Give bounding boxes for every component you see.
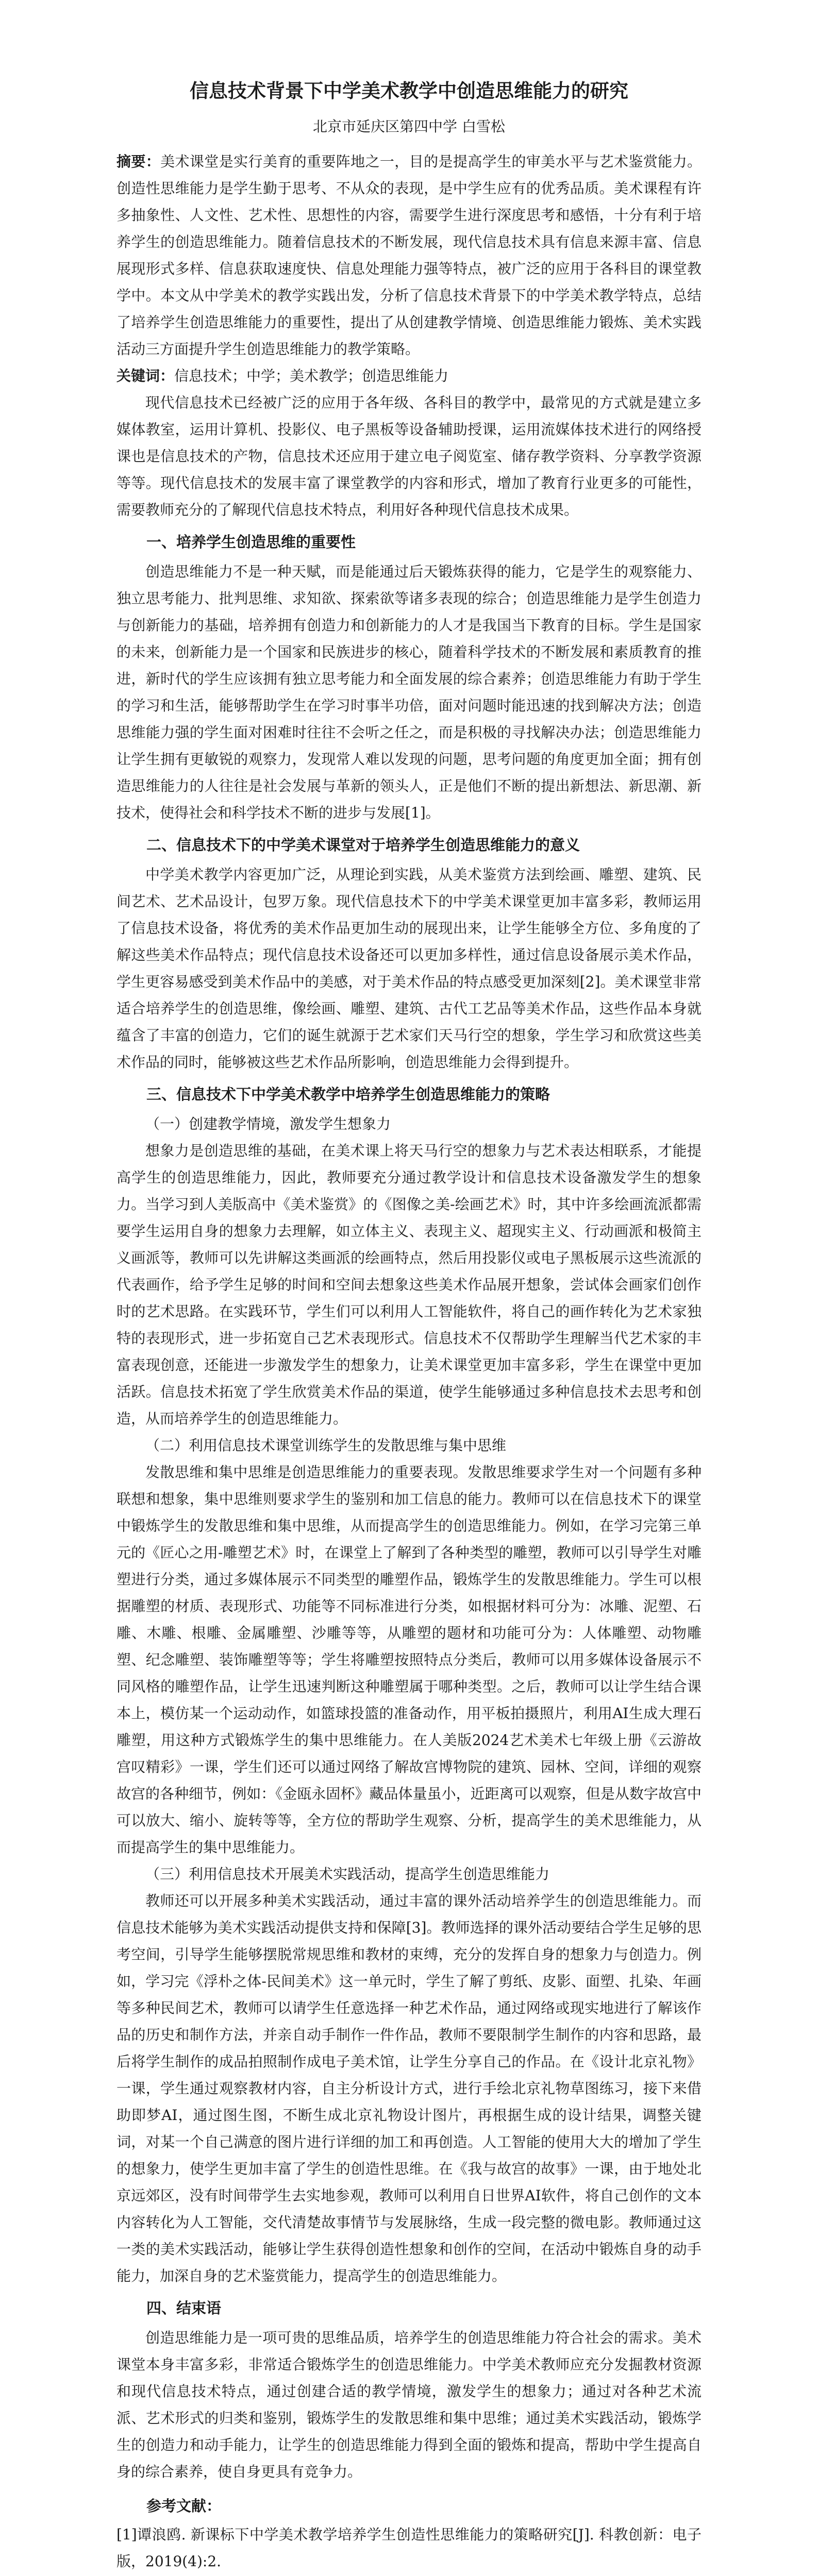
section-1-paragraph: 创造思维能力不是一种天赋，而是能通过后天锻炼获得的能力，它是学生的观察能力、独立思考能力、批判思维、求知欲、探索欲等诸多表现的综合；创造思维能力是学生创造力与创新能力的基础，培养拥有创造力和创新能力的人才是我国当下教育的目标。学生是国家的未来，创新能力是一个国家和民族进步的核心，随着科学技术的不断发展和素质教育的推进，新时代的学生应该拥有独立思考能力和全面发展的综合素养；创造思维能力有助于学生的学习和生活，能够帮助学生在学习时事半功倍，面对问题时能迅速的找到解决方法；创造思维能力强的学生面对困难时往往不会听之任之，而是积极的寻找解决办法；创造思维能力让学生拥有更敏锐的观察力，发现常人难以发现的问题，思考问题的角度更加全面；拥有创造思维能力的人往往是社会发展与革新的领头人，正是他们不断的提出新想法、新思潮、新技术，使得社会和科学技术不断的进步与发展[1]。	[116, 563, 702, 821]
subsection-heading-3-3: （三）利用信息技术开展美术实践活动，提高学生创造思维能力	[145, 1866, 550, 1883]
abstract-text: 美术课堂是实行美育的重要阵地之一，目的是提高学生的审美水平与艺术鉴赏能力。创造性思维能力是学生勤于思考、不从众的表现，是中学生应有的优秀品质。美术课程有许多抽象性、人文性、艺术性、思想性的内容，需要学生进行深度思考和感悟，十分有利于培养学生的创造思维能力。随着信息技术的不断发展，现代信息技术具有信息来源丰富、信息展现形式多样、信息获取速度快、信息处理能力强等特点，被广泛的应用于各科目的课堂教学中。本文从中学美术的教学实践出发，分析了信息技术背景下的中学美术教学特点，总结了培养学生创造思维能力的重要性，提出了从创建教学情境、创造思维能力锻炼、美术实践活动三方面提升学生创造思维能力的教学策略。	[116, 153, 702, 358]
section-heading-3: 三、信息技术下中学美术教学中培养学生创造思维能力的策略	[146, 1086, 550, 1103]
keywords-text: 信息技术；中学；美术教学；创造思维能力	[174, 367, 449, 384]
abstract	[116, 148, 702, 363]
references-title: 参考文献：	[146, 2497, 222, 2515]
section-heading-2: 二、信息技术下的中学美术课堂对于培养学生创造思维能力的意义	[146, 836, 580, 854]
section-2-paragraph: 中学美术教学内容更加广泛，从理论到实践，从美术鉴赏方法到绘画、雕塑、建筑、民间艺术、艺术品设计，包罗万象。现代信息技术下的中学美术课堂更加丰富多彩，教师运用了信息技术设备，将优秀的美术作品更加生动的展现出来，让学生能够全方位、多角度的了解这些美术作品特点；现代信息技术设备还可以更加多样性，通过信息设备展示美术作品，学生更容易感受到美术作品中的美感，对于美术作品的特点感受更加深刻[2]。美术课堂非常适合培养学生的创造思维，像绘画、雕塑、建筑、古代工艺品等美术作品，这些作品本身就蕴含了丰富的创造力，它们的诞生就源于艺术家们天马行空的想象，学生学习和欣赏这些美术作品的同时，能够被这些艺术作品所影响，创造思维能力会得到提升。	[116, 866, 702, 1071]
section-4-paragraph: 创造思维能力是一项可贵的思维品质，培养学生的创造思维能力符合社会的需求。美术课堂本身丰富多彩，非常适合锻炼学生的创造思维能力。中学美术教师应充分发掘教材资源和现代信息技术特点，通过创建合适的教学情境，激发学生的想象力；通过对各种艺术流派、艺术形式的归类和鉴别，锻炼学生的发散思维和集中思维；通过美术实践活动，锻炼学生的创造力和动手能力，让学生的创造思维能力得到全面的锻炼和提高，帮助中学生提高自身的综合素养，使自身更具有竞争力。	[116, 2329, 702, 2480]
author-affiliation: 北京市延庆区第四中学 白雪松	[313, 118, 505, 135]
intro-paragraph: 现代信息技术已经被广泛的应用于各年级、各科目的教学中，最常见的方式就是建立多媒体教室，运用计算机、投影仪、电子黑板等设备辅助授课，运用流媒体技术进行的网络授课也是信息技术的产物，信息技术还应用于建立电子阅览室、储存教学资料、分享教学资源等等。现代信息技术的发展丰富了课堂教学的内容和形式，增加了教育行业更多的可能性，需要教师充分的了解现代信息技术特点，利用好各种现代信息技术成果。	[116, 394, 702, 518]
keywords-label: 关键词：	[116, 367, 175, 384]
paper-title: 信息技术背景下中学美术教学中创造思维能力的研究	[190, 79, 628, 102]
subsection-3-3-paragraph: 教师还可以开展多种美术实践活动，通过丰富的课外活动培养学生的创造思维能力。而信息技术能够为美术实践活动提供支持和保障[3]。教师选择的课外活动要结合学生足够的思考空间，引导学生能够摆脱常规思维和教材的束缚，充分的发挥自身的想象力与创造力。例如，学习完《浮朴之体-民间美术》这一单元时，学生了解了剪纸、皮影、面塑、扎染、年画等多种民间艺术，教师可以请学生任意选择一种艺术作品，通过网络或现实地进行了解该作品的历史和制作方法，并亲自动手制作一件作品，教师不要限制学生制作的内容和思路，最后将学生制作的成品拍照制作成电子美术馆，让学生分享自己的作品。在《设计北京礼物》一课，学生通过观察教材内容，自主分析设计方式，进行手绘北京礼物草图练习，接下来借助即梦AI，通过图生图，不断生成北京礼物设计图片，再根据生成的设计结果，调整关键词，对某一个自己满意的图片进行详细的加工和再创造。人工智能的使用大大的增加了学生的想象力，使学生更加丰富了学生的创造性思维。在《我与故宫的故事》一课，由于地处北京远郊区，没有时间带学生去实地参观，教师可以利用自日世界AI软件，将自己创作的文本内容转化为人工智能，交代清楚故事情节与发展脉络，生成一段完整的微电影。教师通过这一类的美术实践活动，能够让学生获得创造性想象和创作的空间，在活动中锻炼自身的动手能力，加深自身的艺术鉴赏能力，提高学生的创造思维能力。	[116, 1892, 702, 2284]
subsection-3-2-paragraph: 发散思维和集中思维是创造思维能力的重要表现。发散思维要求学生对一个问题有多种联想和想象，集中思维则要求学生的鉴别和加工信息的能力。教师可以在信息技术下的课堂中锻炼学生的发散思维和集中思维，从而提高学生的创造思维能力。例如，在学习完第三单元的《匠心之用-雕塑艺术》时，在课堂上了解到了各种类型的雕塑，教师可以引导学生对雕塑进行分类，通过多媒体展示不同类型的雕塑作品，锻炼学生的发散思维能力。学生可以根据雕塑的材质、表现形式、功能等不同标准进行分类，如根据材料可分为：冰雕、泥塑、石雕、木雕、根雕、金属雕塑、沙雕等等，从雕塑的题材和功能可分为：人体雕塑、动物雕塑、纪念雕塑、装饰雕塑等等；学生将雕塑按照特点分类后，教师可以用多媒体设备展示不同风格的雕塑作品，让学生迅速判断这种雕塑属于哪种类型。之后，教师可以让学生结合课本上，模仿某一个运动动作，如篮球投篮的准备动作，用平板拍摄照片，利用AI生成大理石雕塑，用这种方式锻炼学生的集中思维能力。在人美版2024艺术美术七年级上册《云游故宫叹精彩》一课，学生们还可以通过网络了解故宫博物院的建筑、园林、空间，详细的观察故宫的各种细节，例如：《金瓯永固杯》藏品体量虽小，近距离可以观察，但是从数字故宫中可以放大、缩小、旋转等等，全方位的帮助学生观察、分析，提高学生的美术思维能力，从而提高学生的集中思维能力。	[116, 1464, 702, 1856]
keywords	[116, 363, 702, 389]
section-heading-1: 一、培养学生创造思维的重要性	[146, 533, 356, 551]
reference-item-1: [1]谭浪鸥. 新课标下中学美术教学培养学生创造性思维能力的策略研究[J]. 科教创新：电子版，2019(4):2.	[116, 2526, 702, 2570]
section-heading-4: 四、结束语	[146, 2299, 222, 2317]
subsection-heading-3-1: （一）创建教学情境，激发学生想象力	[145, 1115, 391, 1132]
abstract-label: 摘要：	[116, 153, 161, 170]
subsection-3-1-paragraph: 想象力是创造思维的基础，在美术课上将天马行空的想象力与艺术表达相联系，才能提高学生的创造思维能力，因此，教师要充分通过教学设计和信息技术设备激发学生的想象力。当学习到人美版高中《美术鉴赏》的《图像之美-绘画艺术》时，其中许多绘画流派都需要学生运用自身的想象力去理解，如立体主义、表现主义、超现实主义、行动画派和极简主义画派等，教师可以先讲解这类画派的绘画特点，然后用投影仪或电子黑板展示这些流派的代表画作，给予学生足够的时间和空间去想象这些美术作品展开想象，尝试体会画家们创作时的艺术思路。在实践环节，学生们可以利用人工智能软件，将自己的画作转化为艺术家独特的表现形式，进一步拓宽自己艺术表现形式。信息技术不仅帮助学生理解当代艺术家的丰富表现创意，还能进一步激发学生的想象力，让美术课堂更加丰富多彩，学生在课堂中更加活跃。信息技术拓宽了学生欣赏美术作品的渠道，使学生能够通过多种信息技术去思考和创造，从而培养学生的创造思维能力。	[116, 1142, 702, 1427]
subsection-heading-3-2: （二）利用信息技术课堂训练学生的发散思维与集中思维	[145, 1437, 507, 1454]
